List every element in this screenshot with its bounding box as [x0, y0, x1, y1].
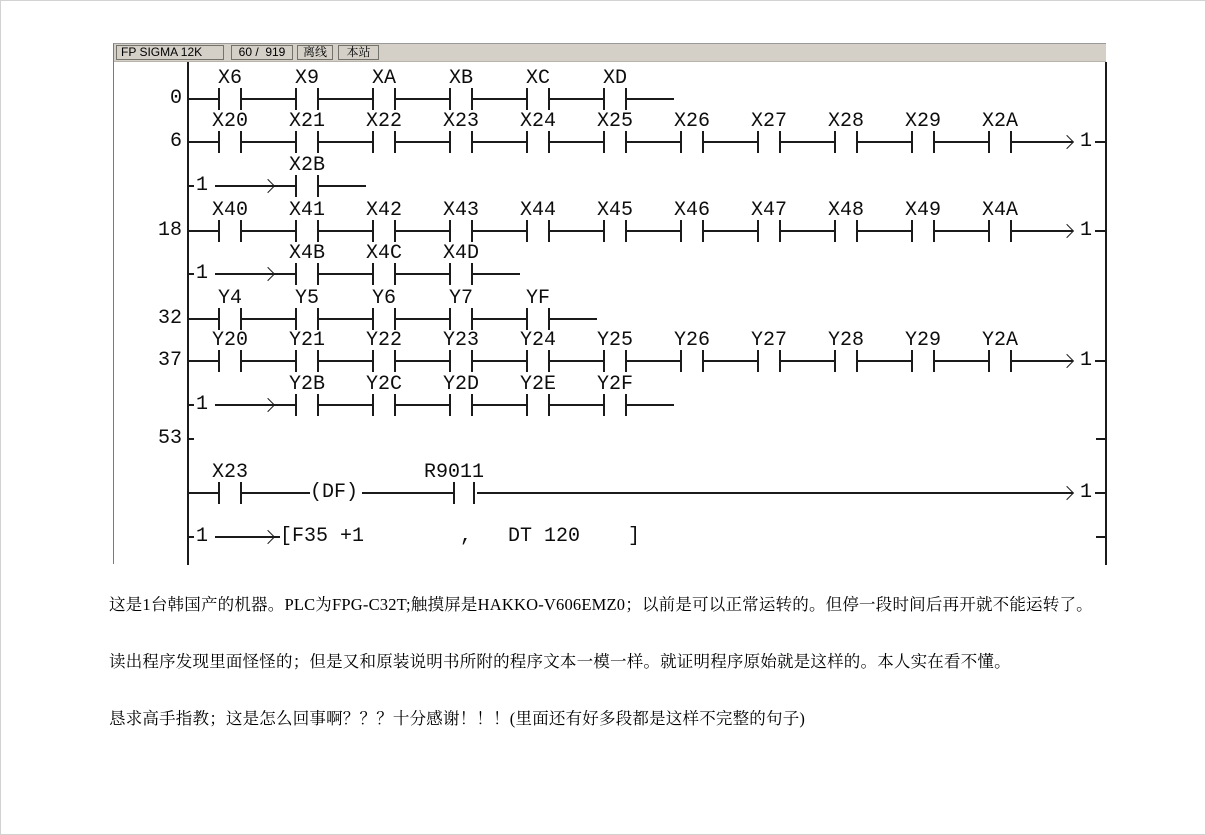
- wire: [396, 404, 449, 406]
- contact-label: Y21: [288, 329, 325, 352]
- rung-number: 53: [157, 427, 182, 450]
- contact-bar: [757, 350, 759, 372]
- wire: [627, 98, 674, 100]
- plc-monitor-window: [113, 43, 1106, 564]
- contact-bar: [988, 220, 990, 242]
- right-power-rail: [1105, 62, 1107, 565]
- arrow-head-icon: [1060, 486, 1074, 500]
- wire: [396, 318, 449, 320]
- wire: [781, 230, 834, 232]
- contact-bar: [295, 175, 297, 197]
- wire: [550, 98, 603, 100]
- wire: [935, 360, 988, 362]
- wire: [242, 141, 295, 143]
- contact-bar: [372, 131, 374, 153]
- contact-label: X44: [519, 199, 556, 222]
- rail-tick: [1096, 536, 1106, 538]
- rail-tick: [1095, 230, 1105, 232]
- contact-label: X6: [217, 67, 242, 90]
- wire: [187, 98, 218, 100]
- contact-bar: [453, 482, 455, 504]
- wire: [215, 185, 295, 187]
- contact-label: XC: [525, 67, 550, 90]
- wire: [319, 273, 372, 275]
- contact-bar: [834, 350, 836, 372]
- wire: [187, 141, 218, 143]
- ladder-diagram: [114, 62, 1107, 565]
- wire: [396, 360, 449, 362]
- rail-tick: [187, 438, 194, 440]
- contact-label: X4B: [288, 242, 325, 265]
- arrow-head-icon: [261, 267, 275, 281]
- contact-label: Y7: [448, 287, 473, 310]
- contact-label: X42: [365, 199, 402, 222]
- ladder-canvas: [114, 62, 1107, 565]
- wire: [627, 360, 680, 362]
- contact-label: XB: [448, 67, 473, 90]
- arrow-head-icon: [1060, 224, 1074, 238]
- wire: [362, 492, 453, 494]
- wire: [319, 360, 372, 362]
- contact-label: Y29: [904, 329, 941, 352]
- contact-bar: [911, 350, 913, 372]
- contact-label: X27: [750, 110, 787, 133]
- contact-bar: [526, 131, 528, 153]
- contact-bar: [449, 350, 451, 372]
- wire: [187, 318, 218, 320]
- contact-bar: [911, 131, 913, 153]
- contact-bar: [372, 350, 374, 372]
- contact-label: X28: [827, 110, 864, 133]
- post-line: 这是1台韩国产的机器。PLC为FPG-C32T;触摸屏是HAKKO-V606EMZ0；以前是可以正常运转的。但停一段时间后再开就不能运转了。: [109, 595, 1093, 614]
- contact-bar: [295, 308, 297, 330]
- contact-label: XA: [371, 67, 396, 90]
- rail-tick: [187, 273, 194, 275]
- wire: [242, 230, 295, 232]
- contact-label: Y2A: [981, 329, 1018, 352]
- continuation-ref: 1: [196, 393, 209, 416]
- continuation-ref: 1: [196, 262, 209, 285]
- plc-type-label: FP SIGMA 12K: [116, 45, 224, 60]
- wire: [319, 404, 372, 406]
- left-power-rail: [187, 62, 189, 565]
- wire: [319, 98, 372, 100]
- contact-bar: [449, 308, 451, 330]
- contact-label: X26: [673, 110, 710, 133]
- contact-bar: [757, 131, 759, 153]
- wire: [319, 230, 372, 232]
- wire: [319, 141, 372, 143]
- wire: [242, 318, 295, 320]
- contact-bar: [680, 350, 682, 372]
- rung-number: 37: [157, 349, 182, 372]
- wire: [858, 230, 911, 232]
- contact-bar: [603, 394, 605, 416]
- wire: [242, 360, 295, 362]
- instruction-text: [F35 +1 , DT 120 ]: [280, 525, 641, 548]
- contact-bar: [218, 88, 220, 110]
- arrow-head-icon: [261, 179, 275, 193]
- contact-label: Y4: [217, 287, 242, 310]
- wire: [935, 141, 988, 143]
- contact-label: X23: [442, 110, 479, 133]
- contact-label: Y26: [673, 329, 710, 352]
- contact-bar: [449, 263, 451, 285]
- contact-bar: [372, 308, 374, 330]
- rail-tick: [1095, 141, 1105, 143]
- contact-bar: [680, 220, 682, 242]
- plc-statusbar: [114, 44, 1106, 62]
- contact-label: X41: [288, 199, 325, 222]
- contact-bar: [372, 394, 374, 416]
- wire: [396, 141, 449, 143]
- wire: [396, 273, 449, 275]
- contact-label: Y2F: [596, 373, 633, 396]
- wire: [550, 141, 603, 143]
- contact-bar: [295, 263, 297, 285]
- continuation-ref: 1: [196, 525, 209, 548]
- contact-label: X47: [750, 199, 787, 222]
- post-line: 恳求高手指教；这是怎么回事啊？？？十分感谢！！！(里面还有好多段都是这样不完整的句子): [109, 709, 806, 728]
- contact-label: X20: [211, 110, 248, 133]
- contact-bar: [449, 88, 451, 110]
- contact-label: X23: [211, 461, 248, 484]
- rail-tick: [1096, 438, 1106, 440]
- wire: [396, 230, 449, 232]
- contact-bar: [834, 131, 836, 153]
- contact-bar: [295, 394, 297, 416]
- contact-label: Y2C: [365, 373, 402, 396]
- contact-bar: [603, 131, 605, 153]
- contact-label: Y2E: [519, 373, 556, 396]
- wire: [187, 360, 218, 362]
- contact-bar: [449, 394, 451, 416]
- wire: [704, 141, 757, 143]
- contact-label: Y2D: [442, 373, 479, 396]
- wire: [858, 360, 911, 362]
- rail-tick: [187, 536, 194, 538]
- contact-label: Y24: [519, 329, 556, 352]
- contact-bar: [218, 482, 220, 504]
- wire: [215, 273, 295, 275]
- wire: [473, 98, 526, 100]
- contact-label: Y6: [371, 287, 396, 310]
- contact-bar: [218, 308, 220, 330]
- contact-label: Y27: [750, 329, 787, 352]
- contact-bar: [295, 88, 297, 110]
- contact-label: X9: [294, 67, 319, 90]
- contact-bar: [680, 131, 682, 153]
- wire: [473, 404, 526, 406]
- wire: [627, 230, 680, 232]
- rail-tick: [187, 404, 194, 406]
- contact-label: YF: [525, 287, 550, 310]
- contact-bar: [526, 220, 528, 242]
- wire: [627, 141, 680, 143]
- wire: [473, 230, 526, 232]
- contact-bar: [295, 350, 297, 372]
- contact-bar: [526, 308, 528, 330]
- contact-label: X49: [904, 199, 941, 222]
- contact-label: X2B: [288, 154, 325, 177]
- rail-tick: [1095, 492, 1105, 494]
- contact-bar: [526, 88, 528, 110]
- contact-label: Y5: [294, 287, 319, 310]
- contact-label: X24: [519, 110, 556, 133]
- step-counter: 60 / 919: [231, 45, 293, 60]
- contact-label: X25: [596, 110, 633, 133]
- contact-label: X2A: [981, 110, 1018, 133]
- contact-bar: [372, 263, 374, 285]
- wire: [319, 318, 372, 320]
- wire: [473, 318, 526, 320]
- continuation-ref: 1: [1080, 130, 1093, 153]
- contact-label: R9011: [423, 461, 484, 484]
- contact-label: X40: [211, 199, 248, 222]
- local-station-button[interactable]: 本站: [338, 45, 379, 60]
- arrow-head-icon: [1060, 135, 1074, 149]
- contact-bar: [295, 131, 297, 153]
- wire: [627, 404, 674, 406]
- contact-bar: [911, 220, 913, 242]
- arrow-head-icon: [261, 530, 275, 544]
- wire: [187, 492, 218, 494]
- wire: [187, 230, 218, 232]
- contact-label: X48: [827, 199, 864, 222]
- rail-tick: [187, 185, 194, 187]
- contact-label: X4C: [365, 242, 402, 265]
- contact-bar: [372, 220, 374, 242]
- rung-number: 18: [157, 219, 182, 242]
- wire: [242, 98, 295, 100]
- arrow-head-icon: [1060, 354, 1074, 368]
- wire: [215, 404, 295, 406]
- continuation-ref: 1: [1080, 481, 1093, 504]
- wire: [396, 98, 449, 100]
- continuation-ref: 1: [1080, 219, 1093, 242]
- arrow-head-icon: [261, 398, 275, 412]
- rail-tick: [1095, 360, 1105, 362]
- wire: [781, 360, 834, 362]
- contact-bar: [988, 131, 990, 153]
- contact-label: Y23: [442, 329, 479, 352]
- contact-label: XD: [602, 67, 627, 90]
- wire: [319, 185, 366, 187]
- contact-bar: [473, 482, 475, 504]
- contact-bar: [372, 88, 374, 110]
- contact-label: X22: [365, 110, 402, 133]
- contact-bar: [218, 220, 220, 242]
- contact-label: X4A: [981, 199, 1018, 222]
- continuation-ref: 1: [196, 174, 209, 197]
- wire: [550, 230, 603, 232]
- wire: [858, 141, 911, 143]
- contact-label: X43: [442, 199, 479, 222]
- contact-label: X46: [673, 199, 710, 222]
- contact-bar: [603, 88, 605, 110]
- contact-bar: [834, 220, 836, 242]
- contact-bar: [526, 394, 528, 416]
- contact-label: Y22: [365, 329, 402, 352]
- wire: [550, 318, 597, 320]
- wire: [242, 492, 310, 494]
- contact-bar: [295, 220, 297, 242]
- wire: [550, 360, 603, 362]
- contact-label: X4D: [442, 242, 479, 265]
- contact-bar: [603, 350, 605, 372]
- contact-label: Y28: [827, 329, 864, 352]
- wire: [473, 273, 520, 275]
- rung-number: 32: [157, 307, 182, 330]
- contact-bar: [218, 131, 220, 153]
- contact-label: Y2B: [288, 373, 325, 396]
- contact-label: X45: [596, 199, 633, 222]
- continuation-ref: 1: [1080, 349, 1093, 372]
- wire: [477, 492, 1073, 494]
- rung-number: 0: [169, 87, 182, 110]
- contact-bar: [526, 350, 528, 372]
- df-instruction: (DF): [310, 481, 359, 504]
- contact-label: Y20: [211, 329, 248, 352]
- contact-label: X21: [288, 110, 325, 133]
- contact-label: X29: [904, 110, 941, 133]
- wire: [781, 141, 834, 143]
- wire: [550, 404, 603, 406]
- contact-label: Y25: [596, 329, 633, 352]
- rung-number: 6: [169, 130, 182, 153]
- contact-bar: [449, 131, 451, 153]
- offline-mode-button[interactable]: 离线: [297, 45, 333, 60]
- contact-bar: [603, 220, 605, 242]
- wire: [473, 141, 526, 143]
- wire: [473, 360, 526, 362]
- contact-bar: [988, 350, 990, 372]
- wire: [704, 360, 757, 362]
- wire: [935, 230, 988, 232]
- contact-bar: [449, 220, 451, 242]
- contact-bar: [218, 350, 220, 372]
- wire: [704, 230, 757, 232]
- post-line: 读出程序发现里面怪怪的；但是又和原装说明书所附的程序文本一模一样。就证明程序原始就是这样的。本人实在看不懂。: [109, 652, 1011, 671]
- contact-bar: [757, 220, 759, 242]
